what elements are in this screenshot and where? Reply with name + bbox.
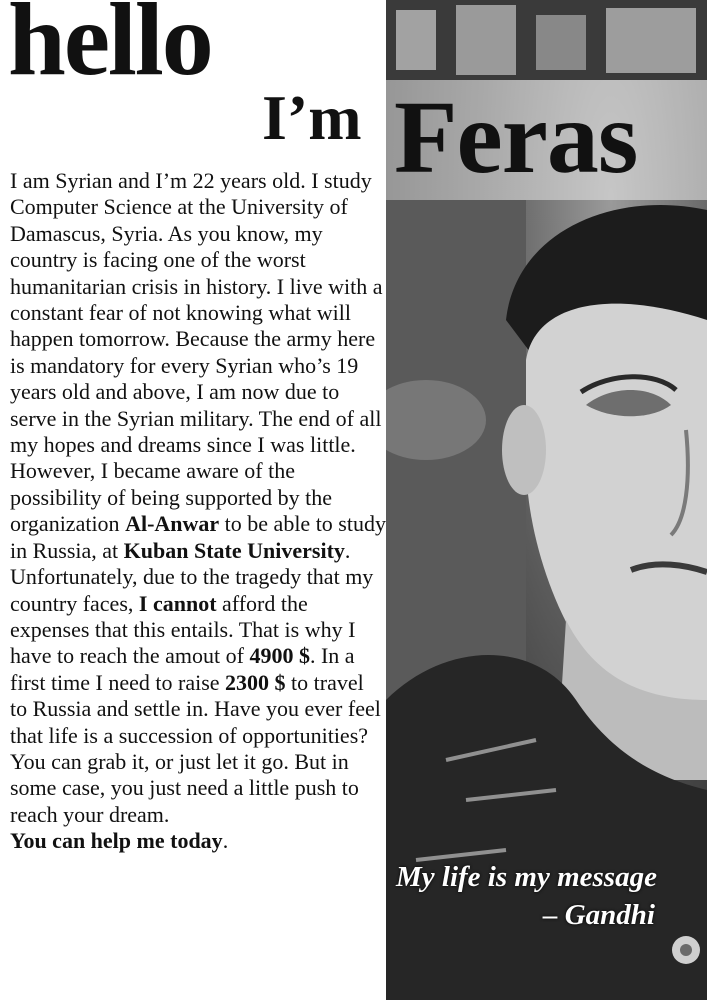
university-name: Kuban State University bbox=[123, 537, 345, 563]
gandhi-quote bbox=[396, 858, 701, 934]
story-mid-1: to be able to study in Russia, at bbox=[10, 511, 386, 563]
cta-end: . bbox=[222, 828, 229, 854]
call-to-action bbox=[10, 828, 386, 854]
headline-hello: hello bbox=[8, 0, 212, 97]
story-outro: to travel to Russia and settle in. Have you ever feel that life is a succession of opportunities? You can grab it, or just let it go. But in some case, you just need a little push to reach your dream. bbox=[10, 669, 381, 827]
story-paragraph bbox=[10, 168, 386, 828]
story-intro: I am Syrian and I’m 22 years old. I study Computer Science at the University of Damascus, Syria. As you know, my country is facing one of the worst humanitarian crisis in history. I live with a constant fear of not knowing what will happen tomorrow. Because the army here is mandatory for every Syrian who’s 19 years old and above, I am now due to serve in the Syrian military. The end of all my hopes and dreams since I was little. However, I became aware of the possibility of being supported by the organization bbox=[10, 168, 383, 537]
quote-text: My life is my message bbox=[396, 861, 657, 893]
story-mid-3: afford the expenses that this entails. That is why I have to reach the amout of bbox=[10, 590, 356, 669]
headline-name: Feras bbox=[394, 80, 638, 195]
org-name: Al-Anwar bbox=[125, 511, 220, 537]
headline-im: I’m bbox=[262, 82, 362, 153]
cta-bold: You can help me today bbox=[10, 828, 223, 854]
quote-author: – Gandhi bbox=[542, 899, 655, 931]
cannot-emphasis: I cannot bbox=[138, 590, 217, 616]
story-text bbox=[10, 168, 386, 855]
amount-total: 4900 $ bbox=[249, 643, 310, 669]
story-mid-2: . Unfortunately, due to the tragedy that my country faces, bbox=[10, 537, 374, 616]
story-mid-4: . In a first time I need to raise bbox=[10, 643, 355, 695]
amount-first: 2300 $ bbox=[225, 669, 286, 695]
